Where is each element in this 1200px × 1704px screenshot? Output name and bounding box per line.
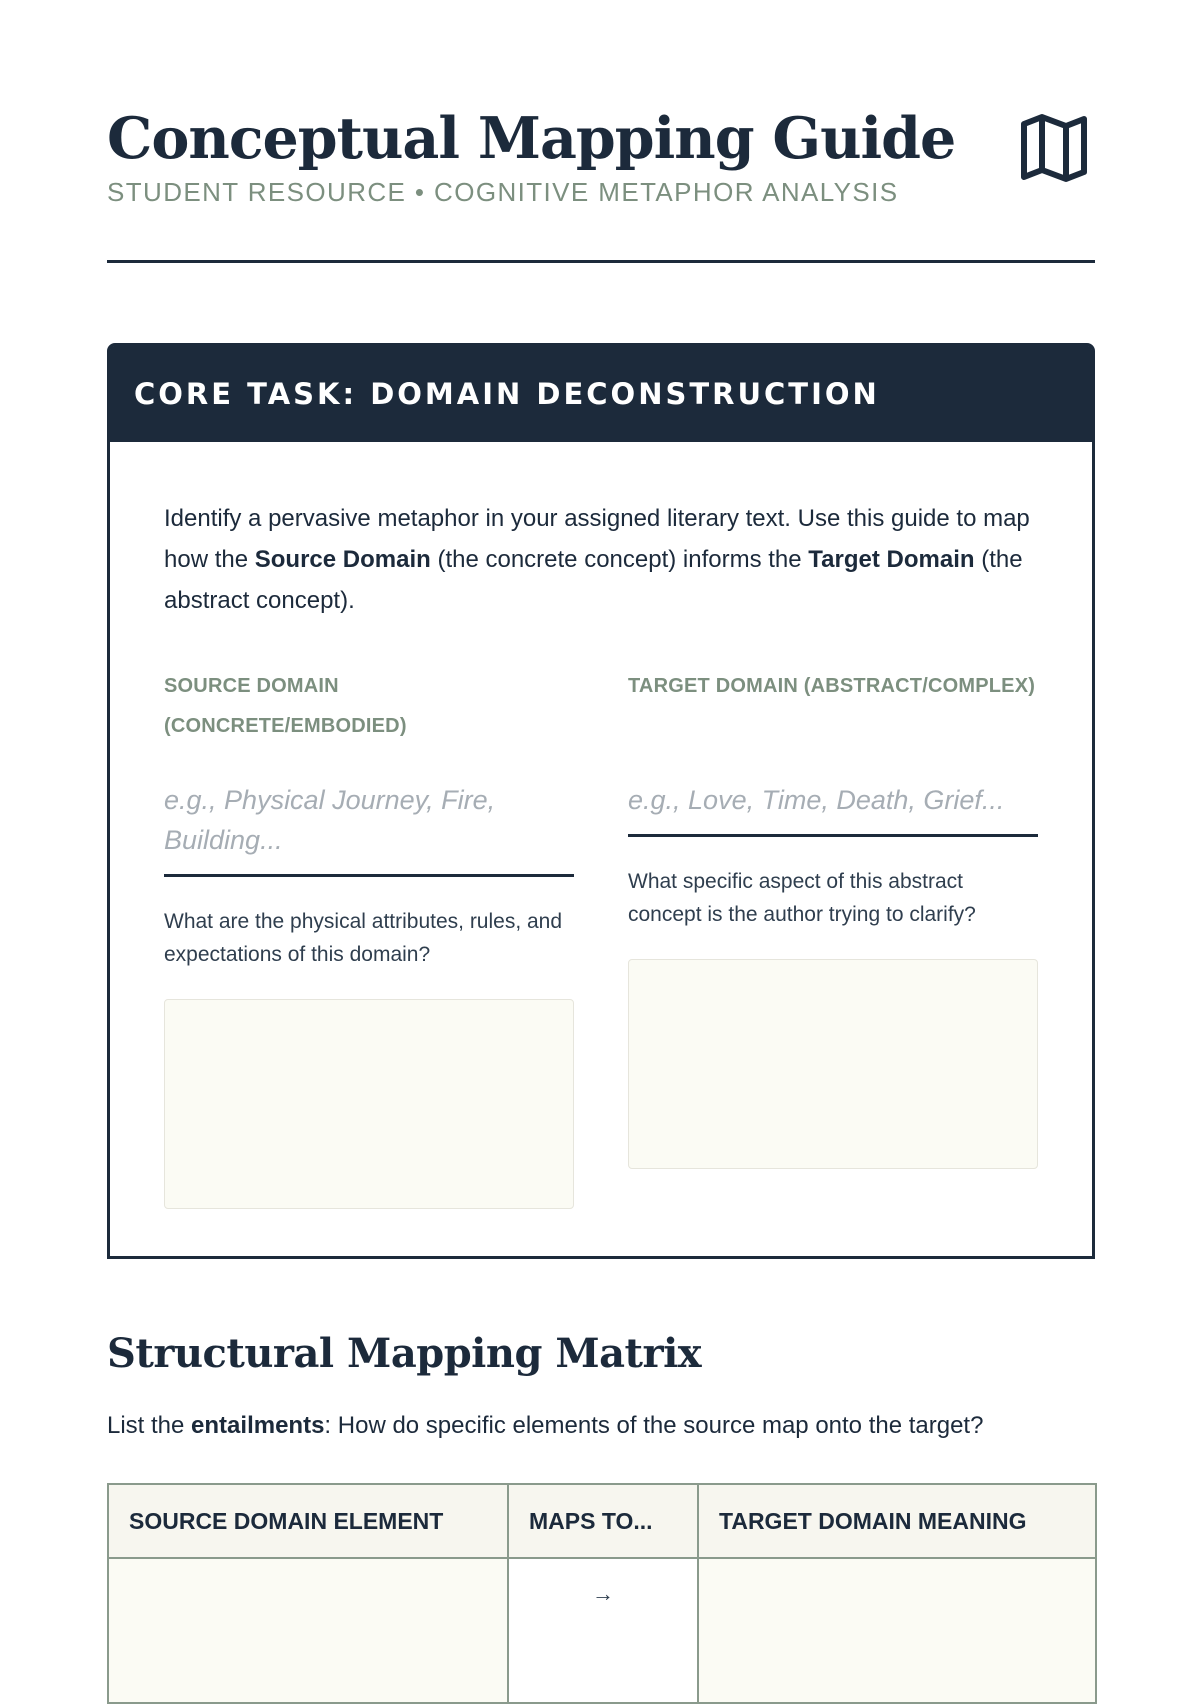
target-domain-column	[628, 666, 1038, 1169]
target-domain-input[interactable]: e.g., Love, Time, Death, Grief...	[628, 780, 1038, 837]
target-domain-label: TARGET DOMAIN (ABSTRACT/COMPLEX)	[628, 675, 1036, 697]
source-domain-prompt: What are the physical attributes, rules, and expectations of this domain?	[164, 910, 563, 966]
col-header-maps-to: MAPS TO...	[508, 1484, 698, 1558]
core-task-card	[107, 343, 1095, 1259]
matrix-desc-text: List the	[107, 1412, 192, 1439]
table-header-row	[108, 1484, 1096, 1558]
source-domain-answer-box[interactable]	[164, 999, 574, 1209]
header-divider	[107, 260, 1095, 263]
source-domain-label: SOURCE DOMAIN (CONCRETE/EMBODIED)	[164, 675, 407, 737]
col-header-source-element: SOURCE DOMAIN ELEMENT	[108, 1484, 508, 1558]
page-subtitle: STUDENT RESOURCE • COGNITIVE METAPHOR ANALYSIS	[107, 177, 899, 207]
intro-text: Identify a pervasive metaphor in your assigned literary text. Use this guide to map how the	[164, 505, 1030, 573]
table-row	[108, 1558, 1096, 1703]
intro-text: (the concrete concept) informs the	[430, 546, 809, 573]
maps-to-arrow-cell: →	[508, 1558, 698, 1703]
core-task-intro	[164, 498, 1044, 621]
page-title: Conceptual Mapping Guide	[107, 105, 956, 172]
matrix-description	[107, 1409, 1095, 1443]
intro-text: (the abstract concept).	[164, 546, 1023, 614]
page-header	[107, 104, 1095, 210]
matrix-desc-text: : How do specific elements of the source map onto the target?	[324, 1412, 984, 1439]
source-domain-input[interactable]: e.g., Physical Journey, Fire, Building...	[164, 780, 574, 877]
target-meaning-cell[interactable]	[698, 1558, 1096, 1703]
source-element-cell[interactable]	[108, 1558, 508, 1703]
intro-target-term: Target Domain	[808, 546, 975, 573]
intro-source-term: Source Domain	[254, 546, 431, 573]
source-domain-column	[164, 666, 574, 1209]
mapping-matrix-table	[107, 1483, 1097, 1704]
matrix-title: Structural Mapping Matrix	[107, 1330, 702, 1377]
map-icon	[1018, 112, 1090, 184]
core-task-heading: CORE TASK: DOMAIN DECONSTRUCTION	[110, 346, 1092, 442]
target-domain-prompt: What specific aspect of this abstract concept is the author trying to clarify?	[628, 870, 976, 926]
matrix-desc-term: entailments	[191, 1412, 325, 1439]
col-header-target-meaning: TARGET DOMAIN MEANING	[698, 1484, 1096, 1558]
target-domain-answer-box[interactable]	[628, 959, 1038, 1169]
